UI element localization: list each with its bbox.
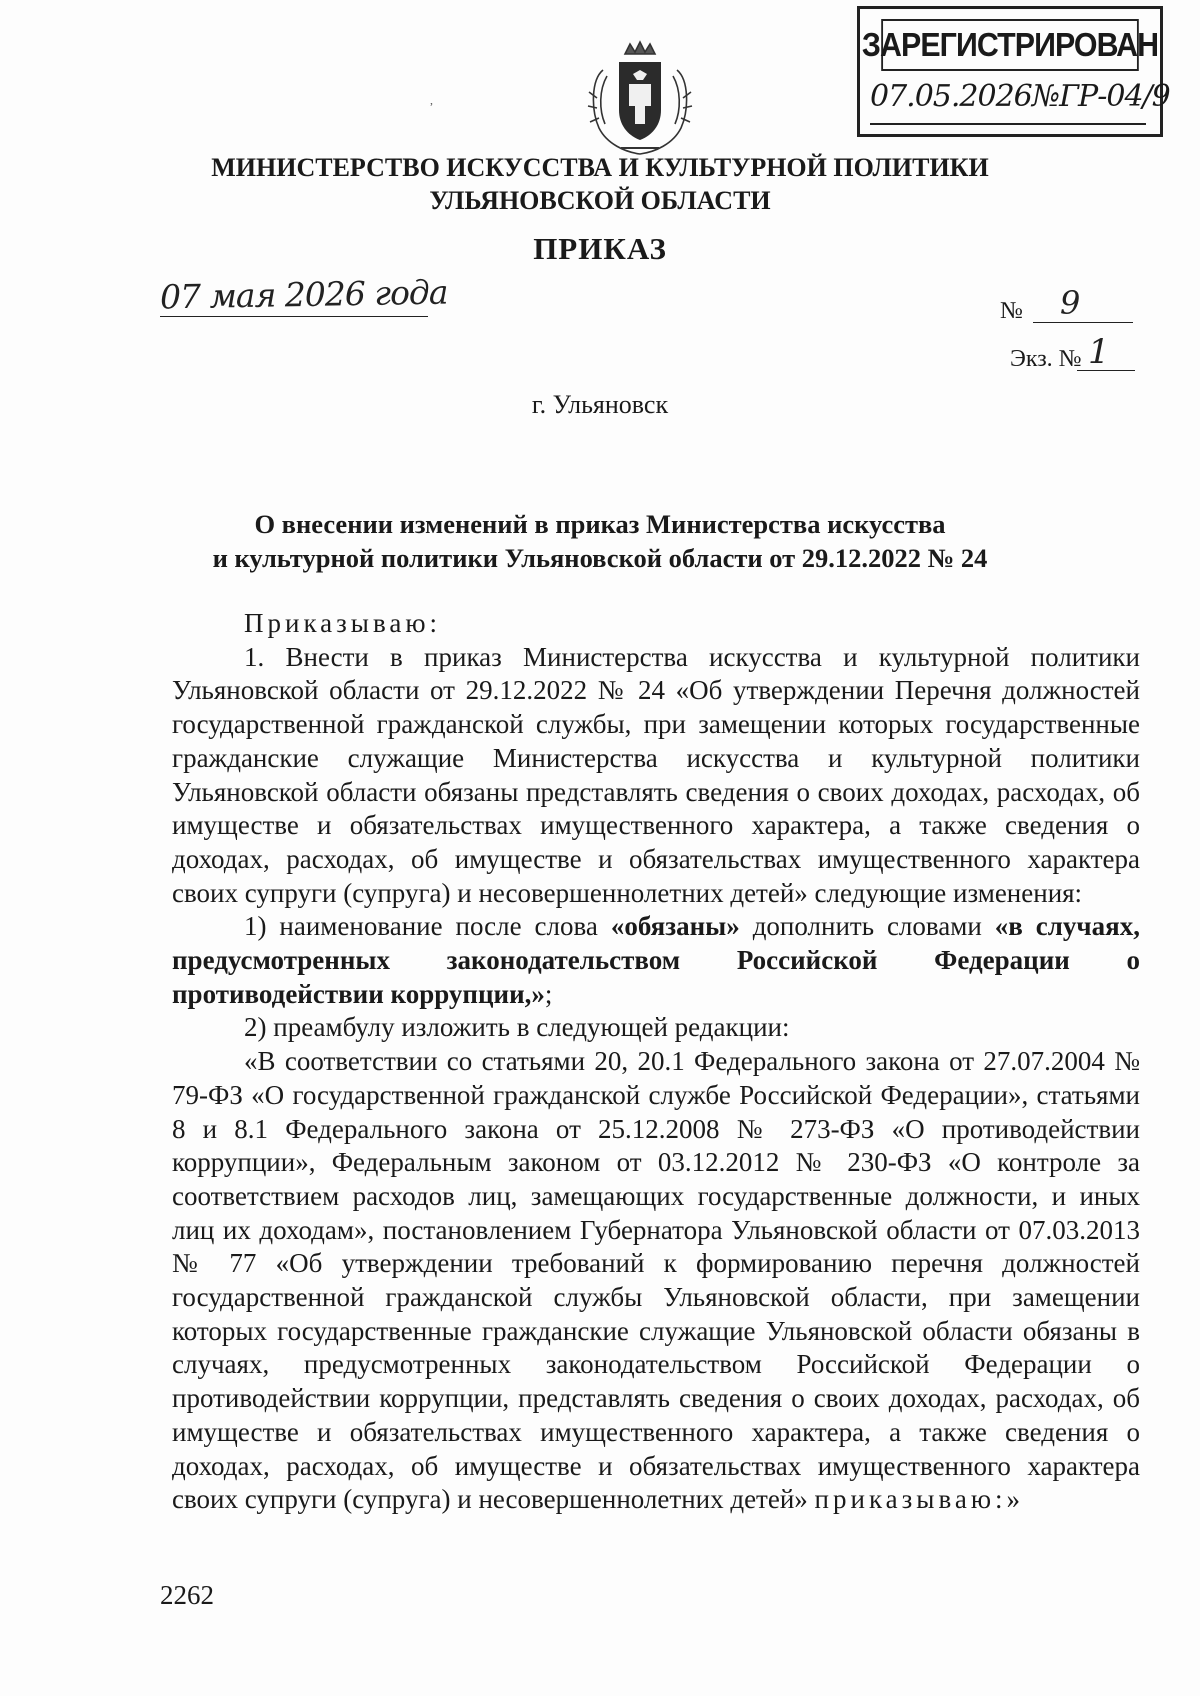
order-body bbox=[172, 607, 1140, 1517]
stamp-registration-line bbox=[870, 79, 1170, 125]
paragraph-3: 2) преамбулу изложить в следующей редакции: bbox=[244, 1012, 790, 1043]
number-underline bbox=[1033, 322, 1133, 323]
stamp-date: 07.05.2026 bbox=[870, 79, 1032, 114]
scan-mark: , bbox=[430, 93, 433, 107]
p2-end: ; bbox=[544, 978, 553, 1009]
ministry-name-line1: МИНИСТЕРСТВО ИСКУССТВА И КУЛЬТУРНОЙ ПОЛИТИКИ bbox=[211, 153, 989, 182]
p2-start: 1) наименование после слова bbox=[244, 911, 611, 942]
doc-type-title: ПРИКАЗ bbox=[533, 231, 667, 266]
order-number: 9 bbox=[1060, 284, 1081, 322]
city: г. Ульяновск bbox=[531, 390, 669, 419]
copy-underline bbox=[1077, 370, 1135, 371]
order-word-text: Приказываю: bbox=[244, 608, 441, 638]
stamp-number-sign: № bbox=[1031, 79, 1060, 114]
subject-line2: и культурной политики Ульяновской области от 29.12.2022 № 24 bbox=[212, 543, 988, 573]
registration-stamp bbox=[857, 6, 1170, 137]
p2-bold-phrase: «в случаях, предусмотренных законодательством Российской Федерации о противодействии коррупции,» bbox=[172, 911, 1140, 1009]
order-word bbox=[172, 607, 1140, 641]
page-code: 2262 bbox=[160, 1580, 214, 1610]
paragraph-1: 1. Внести в приказ Министерства искусства и культурной политики Ульяновской области от 29.12.2022 № 24 «Об утверждении Перечня должностей государственной гражданской службы, при замещении которых государственные гражданские служащие Министерства искусства и культурной политики Ульяновской области обязаны представлять сведения о своих доходах, расходах, об имуществе и обязательствах имущественного характера, а также сведения о доходах, расходах, об имуществе и обязательствах имущественного характера своих супруги (супруга) и несовершеннолетних детей» следующие изменения: bbox=[172, 641, 1140, 908]
p4-main: «В соответствии со статьями 20, 20.1 Федерального закона от 27.07.2004 № 79-ФЗ «О государственной гражданской службе Российской Федерации», статьями 8 и 8.1 Федерального закона от 25.12.2008 № 273-ФЗ «О противодействии коррупции», Федеральным законом от 03.12.2012 № 230-ФЗ «О контроле за соответствием расходов лиц, замещающих государственные должности, и иных лиц их доходам», постановлением Губернатора Ульяновской области от 07.03.2013 № 77 «Об утверждении требований к формированию перечня должностей государственной гражданской службы Ульяновской области, при замещении которых государственные гражданские служащие Ульяновской области обязаны в случаях, предусмотренных законодательством Российской Федерации о противодействии коррупции, представлять сведения о своих доходах, расходах, об имуществе и обязательствах имущественного характера, а также сведения о доходах, расходах, об имуществе и обязательствах имущественного характера своих супруги (супруга) и несовершеннолетних детей» bbox=[172, 1046, 1140, 1515]
paragraph-2 bbox=[172, 910, 1140, 1011]
date-underline bbox=[160, 316, 428, 317]
ministry-name-line2: УЛЬЯНОВСКОЙ ОБЛАСТИ bbox=[429, 186, 771, 215]
stamp-title: ЗАРЕГИСТРИРОВАН bbox=[881, 19, 1139, 71]
p2-mid: дополнить словами bbox=[739, 911, 995, 942]
subject-line1: О внесении изменений в приказ Министерства искусства bbox=[254, 509, 946, 539]
stamp-reg-number: ГР-04/9 bbox=[1059, 79, 1170, 114]
order-date-handwritten: 07 мая 2026 года bbox=[159, 272, 448, 317]
copy-number: 1 bbox=[1088, 332, 1110, 372]
p2-bold-word: «обязаны» bbox=[610, 911, 740, 942]
paragraph-4 bbox=[172, 1045, 1140, 1517]
copy-label: Экз. № bbox=[1010, 346, 1082, 372]
p4-spaced: приказываю:» bbox=[814, 1484, 1024, 1515]
number-label: № bbox=[1000, 298, 1023, 324]
order-subject bbox=[160, 507, 1040, 575]
ulyanovsk-coat-of-arms-icon bbox=[585, 40, 695, 156]
